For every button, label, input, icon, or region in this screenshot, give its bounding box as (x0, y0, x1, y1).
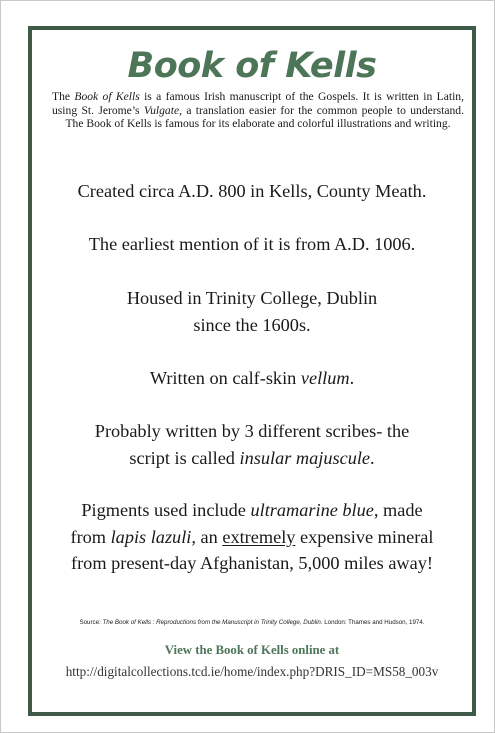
intro-text-3: , a translation easier for the common people to understand. The Book of Kells is famous for its elaborate and colorful illustrations and writing. (65, 103, 464, 131)
fact-extremely: extremely (222, 526, 296, 547)
fact-scribes-line2: script is called (129, 447, 240, 468)
source-citation (32, 619, 472, 626)
online-url-link[interactable]: http://digitalcollections.tcd.ie/home/index.php?DRIS_ID=MS58_003v (65, 664, 439, 679)
source-rest: London: Thames and Hudson, 1974. (322, 619, 425, 626)
fact-vellum: vellum (300, 368, 350, 388)
fact-scribes (32, 418, 472, 471)
fact-housed (32, 285, 472, 338)
online-heading: View the Book of Kells online at (164, 643, 340, 657)
poster-title: Book of Kells (127, 46, 377, 86)
fact-pigments-line3: from present-day Afghanistan, 5,000 miles away! (71, 553, 433, 573)
fact-written-on-text: Written on calf-skin (149, 368, 301, 388)
fact-housed-line2: since the 1600s. (193, 314, 311, 335)
poster-frame (28, 26, 476, 716)
fact-pigments (32, 497, 472, 577)
fact-scribes-end: . (370, 447, 375, 468)
intro-book-title: Book of Kells (74, 90, 140, 103)
fact-scribes-line1: Probably written by 3 different scribes- the (94, 421, 410, 441)
intro-text-2: is a famous Irish manuscript of the Gospels. It is written in Latin, using St. Jerome’s (52, 90, 464, 117)
fact-written-on-end: . (349, 368, 355, 388)
source-title: The Book of Kells : Reproductions from the Manuscript in Trinity College, Dublin. (102, 619, 323, 626)
fact-pigments-a: Pigments used include (81, 500, 251, 520)
source-prefix: Source: (79, 619, 103, 626)
fact-written-on (32, 365, 472, 392)
fact-pigments-b: , made (373, 500, 423, 520)
fact-ultramarine: ultramarine blue (250, 500, 374, 520)
fact-earliest-mention: The earliest mention of it is from A.D. 1006. (88, 234, 416, 254)
fact-housed-line1: Housed in Trinity College, Dublin (126, 288, 378, 308)
fact-pigments-e: expensive mineral (295, 526, 434, 547)
intro-paragraph (52, 90, 464, 131)
fact-pigments-c: from (70, 526, 111, 547)
fact-script-name: insular majuscule (239, 447, 371, 468)
fact-lapis: lapis lazuli, (110, 526, 196, 547)
fact-pigments-d: an (195, 526, 223, 547)
fact-created: Created circa A.D. 800 in Kells, County Meath. (77, 181, 427, 201)
intro-vulgate: Vulgate (143, 103, 180, 117)
intro-text-1: The (52, 90, 75, 103)
